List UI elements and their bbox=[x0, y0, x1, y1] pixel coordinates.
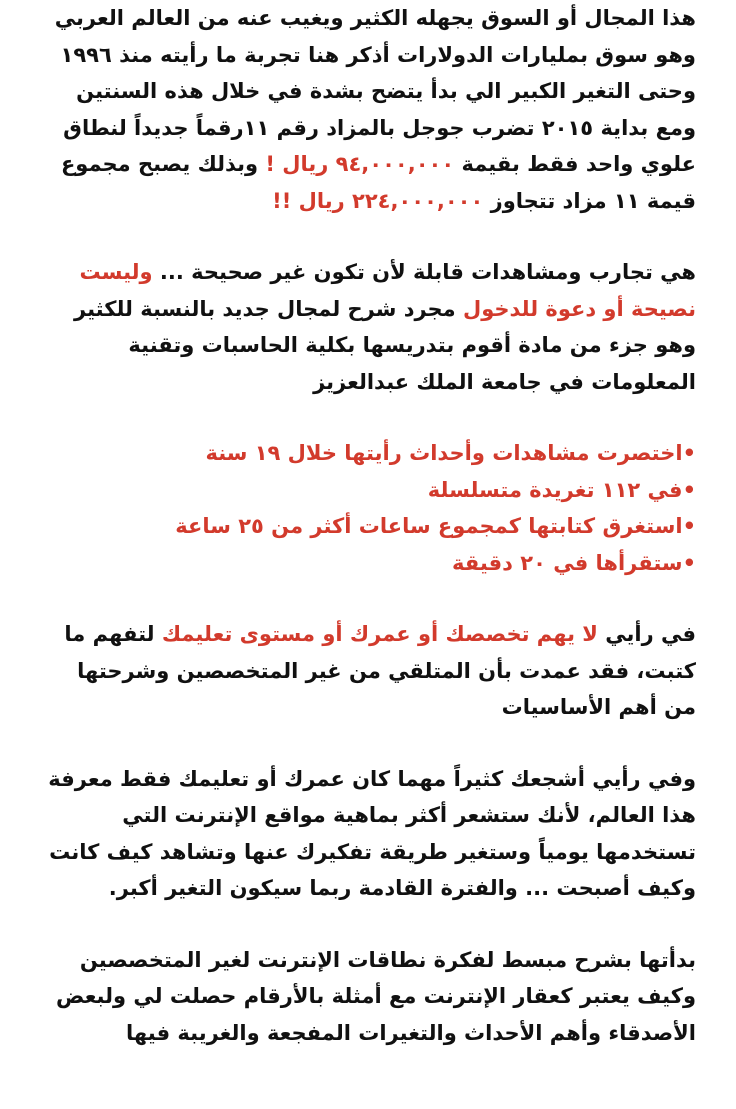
paragraph-spacer bbox=[40, 581, 696, 616]
bullet-icon: • bbox=[682, 514, 696, 538]
paragraph-spacer bbox=[40, 907, 696, 942]
encouragement-paragraph: وفي رأيي أشجعك كثيراً مهما كان عمرك أو تعليمك فقط معرفة هذا العالم، لأنك ستشعر أكثر بماهية مواقع الإنترنت التي تستخدمها يومياً وستغير طريقة تفكيرك عنها وتشاهد كيف كانت وكيف أصبحت ... والفترة القادمة ربما سيكون التغير أكبر. bbox=[48, 766, 696, 900]
bullet-text: اختصرت مشاهدات وأحداث رأيتها خلال ١٩ سنة bbox=[205, 441, 683, 465]
summary-bullet-list bbox=[40, 435, 696, 581]
bullet-icon: • bbox=[682, 550, 696, 575]
bullet-text: ستقرأها في ٢٠ دقيقة bbox=[451, 550, 683, 575]
disclaimer-text: هي تجارب ومشاهدات قابلة لأن تكون غير صحيحة ... bbox=[152, 260, 696, 284]
paragraph-spacer bbox=[40, 400, 696, 435]
bullet-icon: • bbox=[682, 477, 696, 502]
bullet-text: استغرق كتابتها كمجموع ساعات أكثر من ٢٥ ساعة bbox=[175, 514, 683, 538]
bullet-item bbox=[40, 435, 696, 472]
total-price-highlight: ٢٢٤,٠٠٠,٠٠٠ ريال !! bbox=[272, 188, 484, 213]
bullet-text: في ١١٢ تغريدة متسلسلة bbox=[427, 477, 683, 502]
bullet-item bbox=[40, 545, 696, 582]
disclaimer-paragraph bbox=[40, 254, 696, 400]
bullet-icon: • bbox=[682, 441, 696, 465]
audience-paragraph bbox=[40, 616, 696, 726]
audience-text-continued: لتفهم ما كتبت، فقد عمدت بأن المتلقي من غير المتخصصين وشرحتها من أهم الأساسيات bbox=[64, 622, 696, 719]
intro-text-continued: وبذلك يصبح مجموع قيمة ١١ مزاد تتجاوز bbox=[60, 152, 696, 213]
intro-paragraph bbox=[40, 0, 696, 219]
audience-highlight: لا يهم تخصصك أو عمرك أو مستوى تعليمك bbox=[161, 622, 598, 646]
intro-text: هذا المجال أو السوق يجهله الكثير ويغيب عنه من العالم العربي وهو سوق بمليارات الدولارات أذكر هنا تجربة ما رأيته منذ ١٩٩٦ وحتى التغير الكبير الي بدأ يتضح بشدة في خلال هذه السنتين ومع بداية ٢٠١٥ تضرب جوجل بالمزاد رقم ١١رقماً جديداً لنطاق علوي واحد فقط بقيمة bbox=[54, 6, 696, 176]
auction-price-highlight: ٩٤,٠٠٠,٠٠٠ ريال ! bbox=[265, 152, 455, 176]
bullet-item bbox=[40, 472, 696, 509]
audience-text: في رأيي bbox=[597, 622, 696, 646]
paragraph-spacer bbox=[40, 726, 696, 761]
outline-paragraph: بدأتها بشرح مبسط لفكرة نطاقات الإنترنت لغير المتخصصين وكيف يعتبر كعقار الإنترنت مع أمثلة بالأرقام حصلت لي ولبعض الأصدقاء وأهم الأحداث والتغيرات المفجعة والغريبة فيها bbox=[56, 947, 696, 1045]
disclaimer-text-continued: مجرد شرح لمجال جديد بالنسبة للكثير وهو جزء من مادة أقوم بتدريسها بكلية الحاسبات وتقنية المعلومات في جامعة الملك عبدالعزيز bbox=[74, 296, 696, 394]
paragraph-spacer bbox=[40, 219, 696, 254]
article-body bbox=[40, 0, 696, 1051]
disclaimer-highlight: وليست نصيحة أو دعوة للدخول bbox=[79, 260, 696, 321]
bullet-item bbox=[40, 508, 696, 545]
